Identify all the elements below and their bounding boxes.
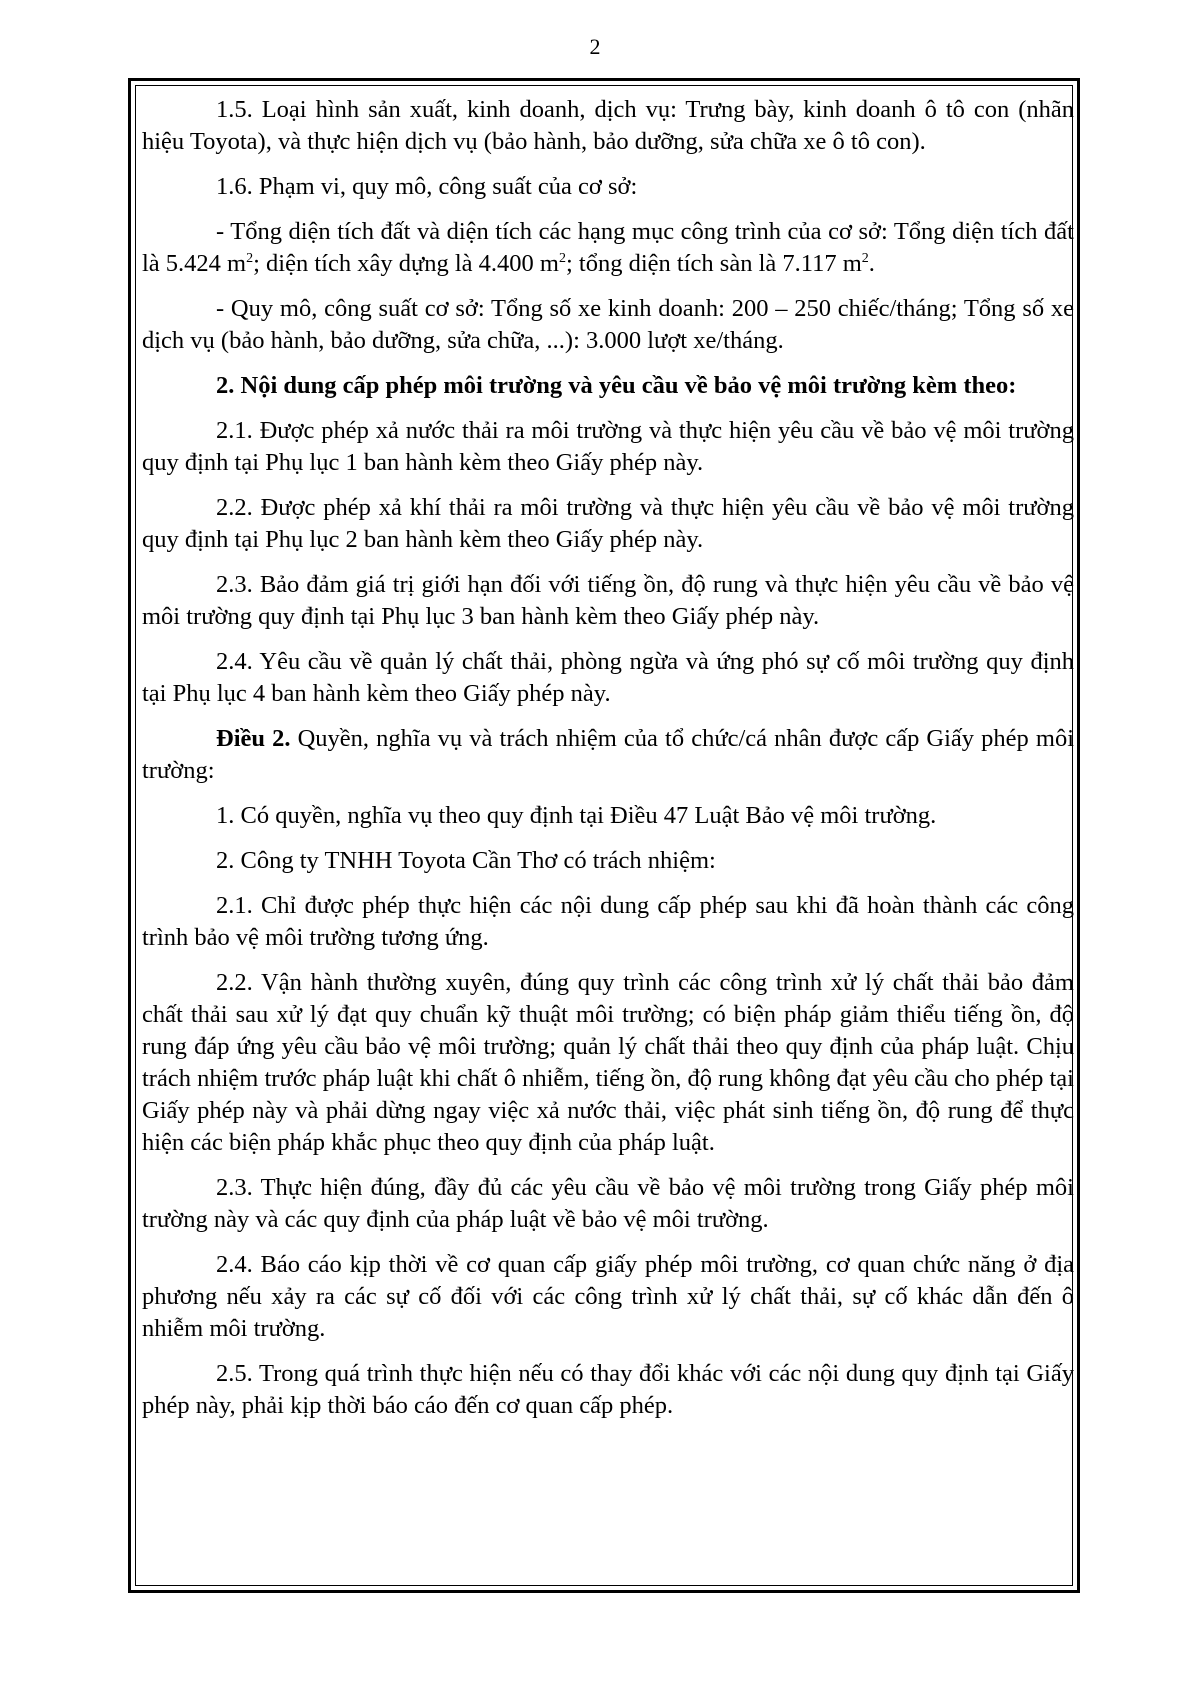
article-2-item-2-1: 2.1. Chỉ được phép thực hiện các nội dung cấp phép sau khi đã hoàn thành các công trình bảo vệ môi trường tương ứng. [142, 892, 1074, 951]
article-2-label: Điều 2. [216, 725, 291, 752]
page-number: 2 [589, 34, 601, 59]
document-body [142, 94, 1074, 1422]
paragraph-2-4: 2.4. Yêu cầu về quản lý chất thải, phòng ngừa và ứng phó sự cố môi trường quy định tại Phụ lục 4 ban hành kèm theo Giấy phép này. [142, 648, 1074, 707]
superscript-3: 2 [861, 251, 869, 266]
paragraph-capacity: - Quy mô, công suất cơ sở: Tổng số xe kinh doanh: 200 – 250 chiếc/tháng; Tổng số xe dịch vụ (bảo hành, bảo dưỡng, sửa chữa, ...): 3.000 lượt xe/tháng. [142, 295, 1074, 354]
article-2-item-1: 1. Có quyền, nghĩa vụ theo quy định tại Điều 47 Luật Bảo vệ môi trường. [216, 802, 937, 829]
land-area-text-3: ; tổng diện tích sàn là 7.117 m [566, 250, 862, 277]
paragraph-1-6: 1.6. Phạm vi, quy mô, công suất của cơ sở: [216, 173, 638, 200]
article-2-item-2-3: 2.3. Thực hiện đúng, đầy đủ các yêu cầu về bảo vệ môi trường trong Giấy phép môi trường này và các quy định của pháp luật về bảo vệ môi trường. [142, 1174, 1074, 1233]
superscript-1: 2 [246, 251, 254, 266]
paragraph-2-1: 2.1. Được phép xả nước thải ra môi trường và thực hiện yêu cầu về bảo vệ môi trường quy định tại Phụ lục 1 ban hành kèm theo Giấy phép này. [142, 417, 1074, 476]
paragraph-1-5: 1.5. Loại hình sản xuất, kinh doanh, dịch vụ: Trưng bày, kinh doanh ô tô con (nhãn hiệu Toyota), và thực hiện dịch vụ (bảo hành, bảo dưỡng, sửa chữa xe ô tô con). [142, 96, 1074, 155]
paragraph-2-3: 2.3. Bảo đảm giá trị giới hạn đối với tiếng ồn, độ rung và thực hiện yêu cầu về bảo vệ môi trường quy định tại Phụ lục 3 ban hành kèm theo Giấy phép này. [142, 571, 1074, 630]
paragraph-2-2: 2.2. Được phép xả khí thải ra môi trường và thực hiện yêu cầu về bảo vệ môi trường quy định tại Phụ lục 2 ban hành kèm theo Giấy phép này. [142, 494, 1074, 553]
paragraph-land-area [142, 216, 1074, 280]
article-2 [142, 723, 1074, 787]
article-2-item-2: 2. Công ty TNHH Toyota Cần Thơ có trách nhiệm: [216, 847, 716, 874]
article-2-item-2-2: 2.2. Vận hành thường xuyên, đúng quy trình các công trình xử lý chất thải bảo đảm chất thải sau xử lý đạt quy chuẩn kỹ thuật môi trường; có biện pháp giảm thiểu tiếng ồn, độ rung đáp ứng yêu cầu bảo vệ môi trường; quản lý chất thải theo quy định của pháp luật. Chịu trách nhiệm trước pháp luật khi chất ô nhiễm, tiếng ồn, độ rung không đạt yêu cầu cho phép tại Giấy phép này và phải dừng ngay việc xả nước thải, việc phát sinh tiếng ồn, độ rung để thực hiện các biện pháp khắc phục theo quy định của pháp luật. [142, 969, 1074, 1156]
article-2-item-2-4: 2.4. Báo cáo kịp thời về cơ quan cấp giấy phép môi trường, cơ quan chức năng ở địa phương nếu xảy ra các sự cố đối với các công trình xử lý chất thải, sự cố khác dẫn đến ô nhiễm môi trường. [142, 1251, 1074, 1342]
superscript-2: 2 [559, 251, 566, 266]
section-2-heading-text: 2. Nội dung cấp phép môi trường và yêu cầu về bảo vệ môi trường kèm theo: [216, 372, 1017, 399]
article-2-item-2-5: 2.5. Trong quá trình thực hiện nếu có thay đổi khác với các nội dung quy định tại Giấy phép này, phải kịp thời báo cáo đến cơ quan cấp phép. [142, 1360, 1074, 1419]
land-area-text-2: ; diện tích xây dựng là 4.400 m [253, 250, 559, 277]
land-area-text-1: - Tổng diện tích đất và diện tích các hạng mục công trình của cơ sở: Tổng diện tích đất là 5.424 m [142, 218, 1074, 277]
land-area-text-4: . [868, 250, 875, 277]
article-2-text: Quyền, nghĩa vụ và trách nhiệm của tổ chức/cá nhân được cấp Giấy phép môi trường: [142, 725, 1074, 784]
section-2-heading [142, 370, 1074, 402]
